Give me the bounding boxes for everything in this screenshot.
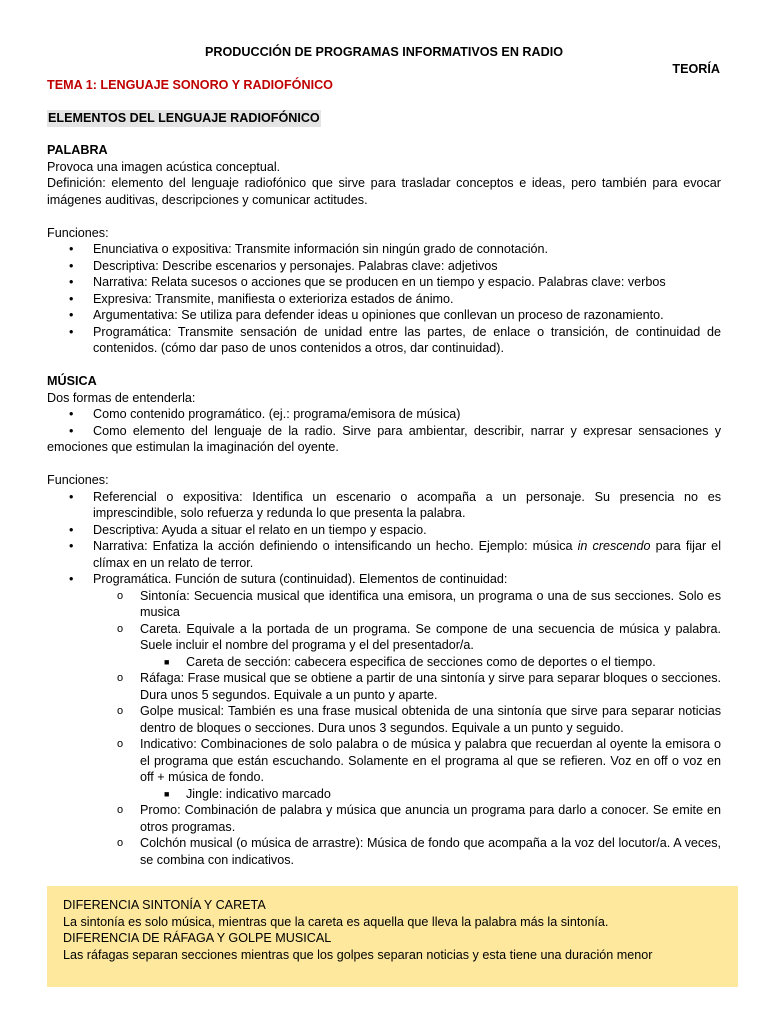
circle-bullet-icon: o [117, 804, 124, 816]
palabra-intro: Provoca una imagen acústica conceptual. [47, 159, 281, 174]
list-item: • Como elemento del lenguaje de la radio. Sirve para ambientar, describir, narrar y expresar sensaciones y emociones que estimulan la imaginación del oyente. [47, 423, 721, 454]
circle-bullet-icon: o [117, 589, 124, 602]
list-item: • Expresiva: Transmite, manifiesta o exterioriza estados de ánimo. [69, 291, 454, 306]
square-bullet-icon: ■ [164, 656, 170, 667]
box-line: DIFERENCIA SINTONÍA Y CARETA [63, 898, 266, 912]
palabra-funciones-list [47, 241, 721, 357]
bullet-icon: • [69, 242, 74, 256]
document-body [47, 142, 721, 868]
palabra-heading: PALABRA [47, 143, 108, 157]
list-item: ■ Careta de sección: cabecera especifica de secciones como de deportes o el tiempo. [164, 654, 656, 669]
circle-bullet-icon: o [117, 738, 124, 750]
musica-formas-list [47, 406, 721, 456]
list-item: o Colchón musical (o música de arrastre): Música de fondo que acompaña a la voz del locutor/a. A veces, se combina con indicativos. [117, 836, 721, 867]
list-item: o Indicativo: Combinaciones de solo palabra o de música y palabra que recuerdan al oyente la emisora o el programa que están escuchando. Solamente en el programa al que se refieren. Voz en off o voz en off + música de fondo. ■ Jingle: indicativo marcado [47, 736, 721, 802]
section-label: TEORÍA [672, 62, 720, 76]
box-line: La sintonía es solo música, mientras que la careta es aquella que lleva la palabra más la sintonía. [63, 914, 609, 929]
list-item: • Narrativa: Enfatiza la acción definiendo o intensificando un hecho. Ejemplo: música in crescendo para fijar el clímax en un relato de terror. [69, 539, 721, 570]
palabra-funciones-label: Funciones: [47, 225, 109, 240]
list-item: • Programática. Función de sutura (continuidad). Elementos de continuidad: o Sintonía: Secuencia musical que identifica una emisora, un programa o una de sus secciones. Solo es musica o Careta. Equivale a la portada de un programa. Se compone de una secuencia de música y palabra. Suele incluir el nombre del programa y el del presentador/a. ■ Careta de sección: cabecera especifica de secciones como de deportes o el tiempo. o Ráfaga: Frase musical que se obtiene a partir de una sintonía y sirve para separar bloques o secciones. Dura unos 5 segundos. Equivale a un punto y aparte. o Golpe musical: También es una frase musical obtenida de una sintonía que sirve para separar noticias dentro de bloques o secciones. Dura unos 3 segundos. Equivale a un punto y seguido. o Indicativo: Combinaciones de solo palabra o de música y palabra que recuerdan al oyente la emisora o el programa que están escuchando. Solamente en el programa al que se refieren. Voz en off o voz en off + música de fondo. ■ Jingle: indicativo marcado o Promo: Combinación de palabra y música que anuncia un programa para darlo a conocer. Se emite en otros programas. o Colchón musical (o música de arrastre): Música de fondo que acompaña a la voz del locutor/a. A veces, se combina con indicativos. [47, 571, 721, 868]
diferencias-box [47, 886, 738, 987]
bullet-icon: • [69, 275, 74, 289]
circle-bullet-icon: o [117, 837, 124, 849]
list-item: o Careta. Equivale a la portada de un programa. Se compone de una secuencia de música y palabra. Suele incluir el nombre del programa y el del presentador/a. ■ Careta de sección: cabecera especifica de secciones como de deportes o el tiempo. [47, 621, 721, 671]
list-item: • Descriptiva: Describe escenarios y personajes. Palabras clave: adjetivos [69, 258, 498, 273]
circle-bullet-icon: o [117, 705, 124, 717]
bullet-icon: • [69, 572, 74, 586]
bullet-icon: • [69, 258, 74, 273]
bullet-icon: • [69, 308, 74, 322]
box-line: Las ráfagas separan secciones mientras que los golpes separan noticias y esta tiene una duración menor [63, 947, 653, 962]
tema-heading: TEMA 1: LENGUAJE SONORO Y RADIOFÓNICO [47, 78, 333, 92]
list-item: • Referencial o expositiva: Identifica un escenario o acompaña a un personaje. Su presencia no es imprescindible, solo refuerza y redunda lo que presenta la palabra. [69, 489, 721, 520]
document-title: PRODUCCIÓN DE PROGRAMAS INFORMATIVOS EN RADIO [205, 45, 563, 59]
circle-bullet-icon: o [117, 672, 124, 684]
list-item: • Enunciativa o expositiva: Transmite información sin ningún grado de connotación. [69, 242, 549, 256]
continuidad-list [47, 588, 721, 869]
palabra-definicion: Definición: elemento del lenguaje radiofónico que sirve para trasladar conceptos e ideas, pero también para evocar imágenes auditivas, descripciones y comunicar actitudes. [47, 176, 721, 207]
list-item: ■ Jingle: indicativo marcado [164, 786, 331, 801]
list-item: • Narrativa: Relata sucesos o acciones que se producen en un tiempo y espacio. Palabras clave: verbos [69, 275, 666, 289]
circle-bullet-icon: o [117, 622, 124, 635]
box-line: DIFERENCIA DE RÁFAGA Y GOLPE MUSICAL [63, 931, 332, 945]
elementos-heading: ELEMENTOS DEL LENGUAJE RADIOFÓNICO [48, 111, 320, 125]
list-item: o Golpe musical: También es una frase musical obtenida de una sintonía que sirve para separar noticias dentro de bloques o secciones. Dura unos 3 segundos. Equivale a un punto y seguido. [117, 704, 721, 735]
musica-funciones-label: Funciones: [47, 473, 109, 487]
square-bullet-icon: ■ [164, 788, 170, 799]
list-item: o Ráfaga: Frase musical que se obtiene a partir de una sintonía y sirve para separar bloques o secciones. Dura unos 5 segundos. Equivale a un punto y aparte. [117, 671, 721, 702]
list-item: • Como contenido programático. (ej.: programa/emisora de música) [69, 407, 461, 421]
list-item: • Descriptiva: Ayuda a situar el relato en un tiempo y espacio. [69, 522, 427, 537]
bullet-icon: • [69, 522, 74, 537]
musica-intro: Dos formas de entenderla: [47, 390, 196, 405]
musica-heading: MÚSICA [47, 374, 97, 388]
list-item: • Argumentativa: Se utiliza para defender ideas u opiniones que conllevan un proceso de razonamiento. [69, 308, 664, 322]
bullet-icon: • [69, 291, 74, 306]
bullet-icon: • [69, 423, 74, 438]
musica-funciones-list [47, 489, 721, 869]
bullet-icon: • [69, 539, 74, 553]
list-item: o Sintonía: Secuencia musical que identifica una emisora, un programa o una de sus secciones. Solo es musica [117, 588, 721, 619]
list-item: o Promo: Combinación de palabra y música que anuncia un programa para darlo a conocer. Se emite en otros programas. [117, 803, 721, 834]
bullet-icon: • [69, 407, 74, 421]
bullet-icon: • [69, 489, 74, 504]
list-item: • Programática: Transmite sensación de unidad entre las partes, de enlace o transición, de continuidad de contenidos. (cómo dar paso de unos contenidos a otros, dar continuidad). [69, 324, 721, 355]
bullet-icon: • [69, 324, 74, 339]
